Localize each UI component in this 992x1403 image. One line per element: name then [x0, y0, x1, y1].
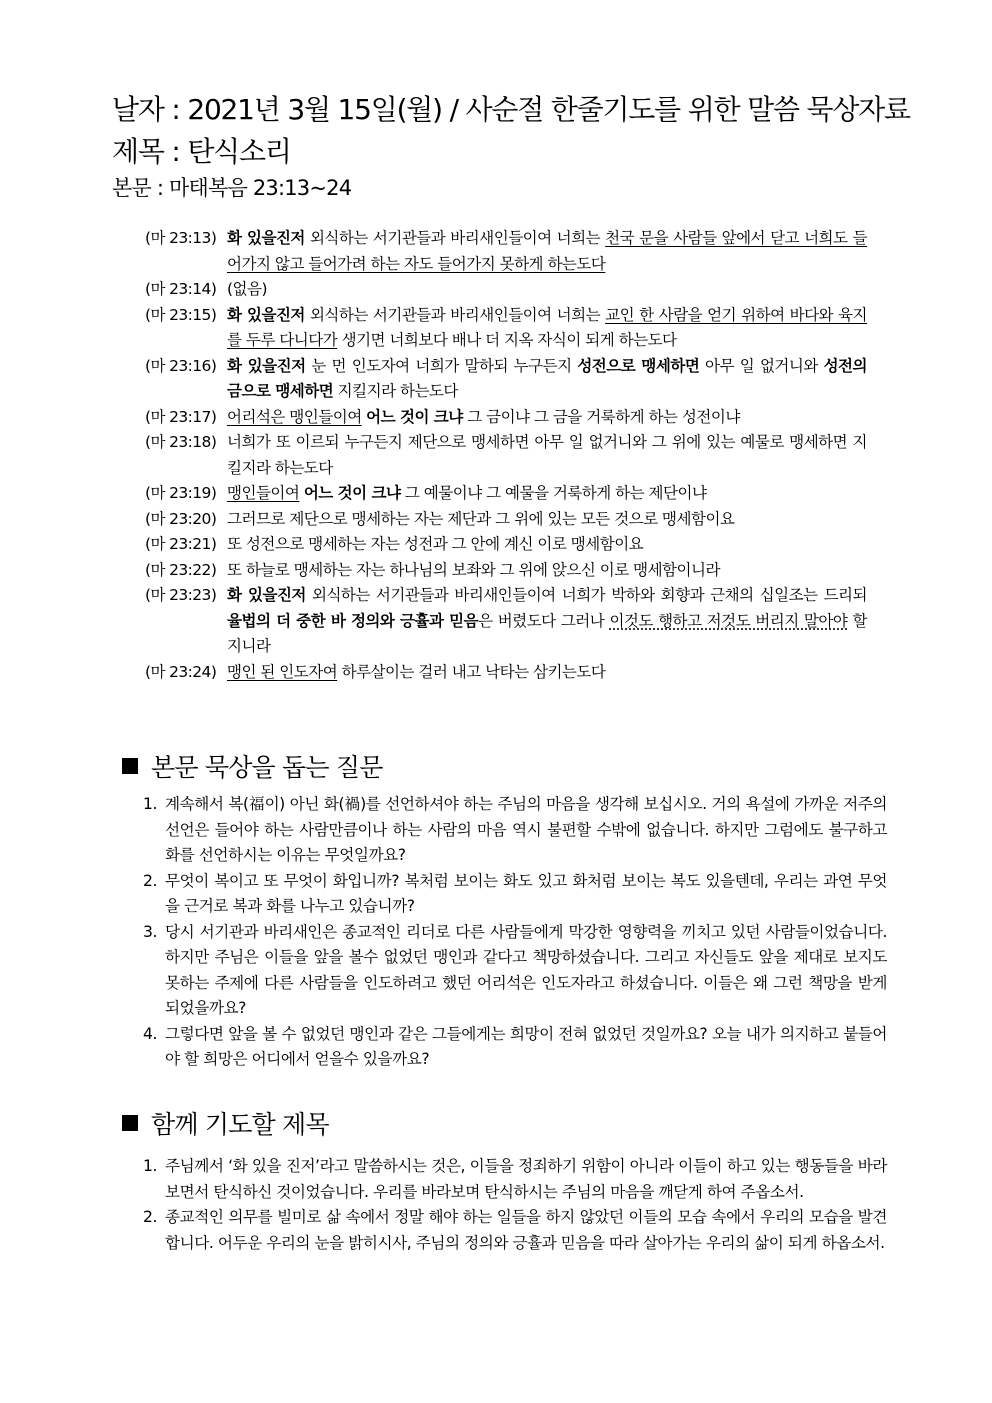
verse-text-segment: 그 예물이냐 그 예물을 거룩하게 하는 제단이냐	[400, 484, 707, 502]
verse-text	[227, 354, 867, 405]
verse-text-segment: 하루살이는 걸러 내고 낙타는 삼키는도다	[337, 662, 606, 681]
verse-row	[145, 583, 867, 660]
verse-ref: (마 23:13)	[145, 229, 217, 247]
verse-text	[227, 583, 867, 660]
verse-ref: (마 23:23)	[145, 586, 217, 604]
verse-text-segment: 또 하늘로 맹세하는 자는 하나님의 보좌와 그 위에 앉으신 이로 맹세함이니라	[227, 560, 720, 579]
square-bullet-icon	[122, 758, 138, 774]
verse-row	[145, 226, 867, 277]
list-item-number: 2.	[143, 871, 157, 890]
verse-text-segment: 그 금이냐 그 금을 거룩하게 하는 성전이냐	[462, 407, 740, 426]
verse-text	[227, 277, 867, 303]
verse-text-segment: 맹인 된 인도자여	[227, 662, 338, 681]
square-bullet-icon	[122, 1115, 138, 1131]
list-item-text: 무엇이 복이고 또 무엇이 화입니까? 복처럼 보이는 화도 있고 화처럼 보이는 복도 있을텐데, 우리는 과연 무엇을 근거로 복과 화를 나누고 있습니까?	[165, 871, 887, 915]
verse-text-segment: 천국 문을 사람들 앞에서 닫고 너희도 들어가지 않고 들어가려 하는 자도 들어가지 못하게 하는도다	[227, 229, 868, 273]
list-item-text: 계속해서 복(福이) 아닌 화(禍)를 선언하셔야 하는 주님의 마음을 생각해 보십시오. 거의 욕설에 가까운 저주의 선언은 들어야 하는 사람만큼이나 하는 사람의 마음 역시 불편할 수밖에 없습니다. 하지만 그럼에도 불구하고 화를 선언하시는 이유는 무엇일까요?	[165, 795, 887, 864]
verse-ref: (마 23:20)	[145, 509, 217, 528]
passage-line: 본문 : 마태복음 23:13~24	[112, 176, 352, 200]
verse-row	[145, 507, 867, 533]
list-item	[143, 869, 887, 920]
verse-text-segment: 그러므로 제단으로 맹세하는 자는 제단과 그 위에 있는 모든 것으로 맹세함이요	[227, 509, 735, 528]
verse-ref: (마 23:24)	[145, 662, 217, 681]
verse-ref: (마 23:21)	[145, 535, 217, 553]
verse-text-segment: (없음)	[227, 280, 268, 298]
verse-text-segment: 할지니라	[227, 611, 867, 655]
verse-row	[145, 303, 867, 354]
verse-ref: (마 23:15)	[145, 305, 217, 324]
list-item-text: 종교적인 의무를 빌미로 삶 속에서 정말 해야 하는 일들을 하지 않았던 이들의 모습 속에서 우리의 모습을 발견합니다. 어두운 우리의 눈을 밝히시사, 주님의 정의와 긍휼과 믿음을 따라 살아가는 우리의 삶이 되게 하옵소서.	[165, 1208, 887, 1252]
verse-text-segment: 또 성전으로 맹세하는 자는 성전과 그 안에 계신 이로 맹세함이요	[227, 535, 644, 553]
verse-row	[145, 660, 867, 686]
verse-text	[227, 507, 867, 533]
prayer-section-title: 함께 기도할 제목	[151, 1110, 329, 1139]
questions-section-heading	[122, 748, 383, 784]
verse-text-segment: 어리석은 맹인들이여	[227, 407, 362, 426]
questions-list	[143, 792, 887, 1073]
verse-text	[227, 226, 867, 277]
list-item	[143, 792, 887, 869]
list-item-text: 당시 서기관과 바리새인은 종교적인 리더로 다른 사람들에게 막강한 영향력을 끼치고 있던 사람들이었습니다. 하지만 주님은 이들을 앞을 볼수 없었던 맹인과 같다고 책망하셨습니다. 그리고 자신들도 앞을 제대로 보지도 못하는 주제에 다른 사람들을 인도하려고 했던 어리석은 인도자라고 하셨습니다. 이들은 왜 그런 책망을 받게 되었을까요?	[165, 922, 887, 1017]
verse-text	[227, 481, 867, 507]
verse-text-segment: 화 있을진저	[227, 305, 305, 324]
verse-row	[145, 558, 867, 584]
verse-row	[145, 532, 867, 558]
prayer-list	[143, 1154, 887, 1256]
verse-text-segment: 눈 먼 인도자여 너희가 말하되 누구든지	[305, 356, 578, 375]
list-item-number: 2.	[143, 1208, 157, 1226]
scripture-verses	[145, 226, 867, 685]
list-item-number: 4.	[143, 1024, 157, 1043]
list-item	[143, 1022, 887, 1073]
verse-text-segment: 맹인들이여	[227, 484, 300, 502]
verse-row	[145, 481, 867, 507]
verse-text-segment: 은 버렸도다 그러나	[478, 611, 610, 630]
verse-ref: (마 23:16)	[145, 356, 217, 375]
verse-ref: (마 23:22)	[145, 560, 217, 579]
verse-row	[145, 354, 867, 405]
verse-ref: (마 23:18)	[145, 433, 217, 451]
verse-text	[227, 430, 867, 481]
list-item-number: 3.	[143, 922, 157, 941]
verse-text-segment: 이것도 행하고 저것도 버리지 말아야	[609, 611, 848, 630]
verse-text-segment: 아무 일 없거니와	[699, 356, 824, 375]
list-item	[143, 920, 887, 1022]
prayer-section-heading	[122, 1105, 329, 1141]
verse-ref: (마 23:17)	[145, 407, 217, 426]
verse-text-segment: 생기면 너희보다 배나 더 지옥 자식이 되게 하는도다	[337, 331, 677, 349]
verse-text-segment: 율법의 더 중한 바 정의와 긍휼과 믿음	[227, 611, 479, 630]
verse-ref: (마 23:19)	[145, 484, 217, 502]
date-line: 날자 : 2021년 3월 15일(월) / 사순절 한줄기도를 위한 말씀 묵상자료	[112, 93, 910, 126]
verse-text-segment: 어느 것이 크냐	[303, 484, 401, 502]
verse-text-segment: 너희가 또 이르되 누구든지 제단으로 맹세하면 아무 일 없거니와 그 위에 있는 예물로 맹세하면 지킬지라 하는도다	[227, 433, 867, 477]
list-item	[143, 1154, 887, 1205]
verse-text	[227, 405, 867, 431]
verse-text-segment: 화 있을진저	[227, 229, 305, 247]
list-item	[143, 1205, 887, 1256]
verse-row	[145, 430, 867, 481]
verse-text-segment: 외식하는 서기관들과 바리새인들이여 너희는	[304, 305, 606, 324]
verse-text-segment: 성전의 금으로 맹세하면	[227, 356, 867, 400]
questions-section-title: 본문 묵상을 돕는 질문	[151, 753, 383, 782]
verse-row	[145, 277, 867, 303]
verse-text-segment: 화 있을진저	[227, 356, 306, 375]
verse-text-segment: 외식하는 서기관들과 바리새인들이여 너희는	[304, 229, 606, 247]
title-line: 제목 : 탄식소리	[112, 135, 291, 168]
verse-text	[227, 532, 867, 558]
list-item-number: 1.	[143, 795, 157, 813]
verse-text	[227, 303, 867, 354]
verse-text-segment: 성전으로 맹세하면	[577, 356, 700, 375]
verse-text-segment: 지킬지라 하는도다	[333, 382, 458, 400]
verse-text-segment: 교인 한 사람을 얻기 위하여 바다와 육지를 두루 다니다가	[227, 305, 868, 349]
verse-text-segment: 어느 것이 크냐	[366, 407, 463, 426]
verse-ref: (마 23:14)	[145, 280, 217, 298]
verse-text	[227, 558, 867, 584]
verse-text-segment: 외식하는 서기관들과 바리새인들이여 너희가 박하와 회향과 근채의 십일조는 드리되	[305, 586, 868, 604]
verse-text	[227, 660, 867, 686]
verse-text-segment: 화 있을진저	[227, 586, 306, 604]
list-item-number: 1.	[143, 1157, 157, 1175]
list-item-text: 그렇다면 앞을 볼 수 없었던 맹인과 같은 그들에게는 희망이 전혀 없었던 것일까요? 오늘 내가 의지하고 붙들어야 할 희망은 어디에서 얻을수 있을까요?	[165, 1024, 887, 1068]
verse-row	[145, 405, 867, 431]
list-item-text: 주님께서 ‘화 있을 진저’라고 말씀하시는 것은, 이들을 정죄하기 위함이 아니라 이들이 하고 있는 행동들을 바라보면서 탄식하신 것이었습니다. 우리를 바라보며 탄식하시는 주님의 마음을 깨닫게 하여 주옵소서.	[165, 1157, 887, 1201]
